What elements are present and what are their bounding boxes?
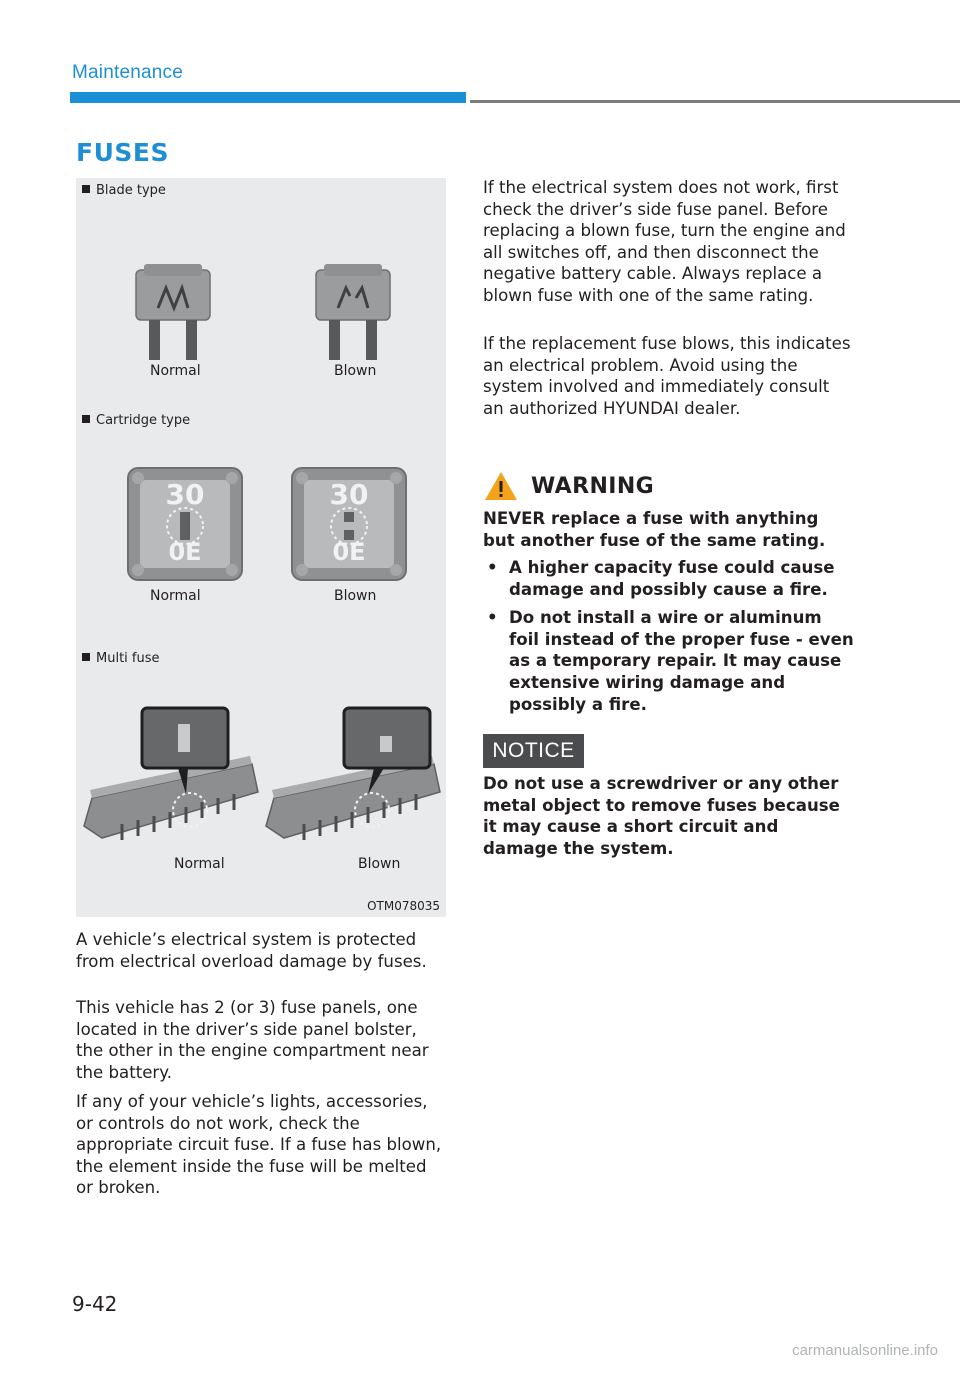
blade-normal-label: Normal [150,363,201,379]
left-paragraph-3: If any of your vehicle’s lights, accessories, or controls do not work, check the appropriate circuit fuse. If a fuse has blown, the element inside the fuse will be melted or broken. [76,1092,442,1198]
multi-fuse-blown-image [264,706,444,856]
bullet-dot-icon: • [487,558,498,577]
figure-code: OTM078035 [367,899,440,913]
cartridge-fuse-blown-image [290,466,408,582]
notice-text: Do not use a screwdriver or any other metal object to remove fuses because it may cause a short circuit and damage the system. [483,774,840,858]
square-bullet-icon [82,415,90,423]
warning-intro: NEVER replace a fuse with anything but another fuse of the same rating. [483,509,826,550]
warning-bullet-list [483,557,855,722]
header-accent-bar [70,92,466,103]
cartridge-blown-rating: 30 [329,478,369,511]
warning-title: WARNING [531,473,655,499]
svg-text:0E: 0E [332,538,366,566]
cartridge-blown-label: Blown [334,588,377,604]
warning-header [483,468,654,504]
watermark: carmanualsonline.info [792,1342,938,1359]
warning-bullet-2: • Do not install a wire or aluminum foil instead of the proper fuse - even as a temporary repair. It may cause extensive wiring damage and possibly a fire. [487,608,854,714]
right-paragraph-1: If the electrical system does not work, first check the driver’s side fuse panel. Before replacing a blown fuse, turn the engine and all switches off, and then disconnect the negative battery cable. Always replace a blown fuse with one of the same rating. [483,178,846,305]
multi-normal-label: Normal [174,856,225,872]
bullet-dot-icon: • [487,608,498,628]
page-number: 9-42 [72,1292,118,1316]
blade-blown-label: Blown [334,363,377,379]
left-paragraph-2: This vehicle has 2 (or 3) fuse panels, one located in the driver’s side panel bolster, the other in the engine compartment near the battery. [76,998,429,1082]
multi-fuse-caption: Multi fuse [82,651,160,666]
square-bullet-icon [82,185,90,193]
cartridge-type-caption: Cartridge type [82,413,190,428]
square-bullet-icon [82,653,90,661]
warning-bullet-1: • A higher capacity fuse could cause damage and possibly cause a fire. [487,558,835,599]
svg-text:0E: 0E [168,538,202,566]
multi-blown-label: Blown [358,856,401,872]
warning-triangle-icon [483,470,519,502]
cartridge-fuse-normal-image [126,466,244,582]
right-paragraph-2: If the replacement fuse blows, this indicates an electrical problem. Avoid using the system involved and immediately consult an authorized HYUNDAI dealer. [483,334,851,418]
section-title: FUSES [76,138,169,167]
left-paragraph-1: A vehicle’s electrical system is protected from electrical overload damage by fuses. [76,930,427,971]
multi-fuse-normal-image [82,706,262,856]
blade-type-caption: Blade type [82,183,166,198]
header-section-title: Maintenance [72,62,183,83]
cartridge-normal-label: Normal [150,588,201,604]
blade-fuse-normal-image [132,264,214,360]
cartridge-normal-rating: 30 [165,478,205,511]
blade-fuse-blown-image [312,264,394,360]
fuse-types-figure [76,178,446,917]
header-rule [470,100,960,103]
notice-badge: NOTICE [483,734,584,768]
